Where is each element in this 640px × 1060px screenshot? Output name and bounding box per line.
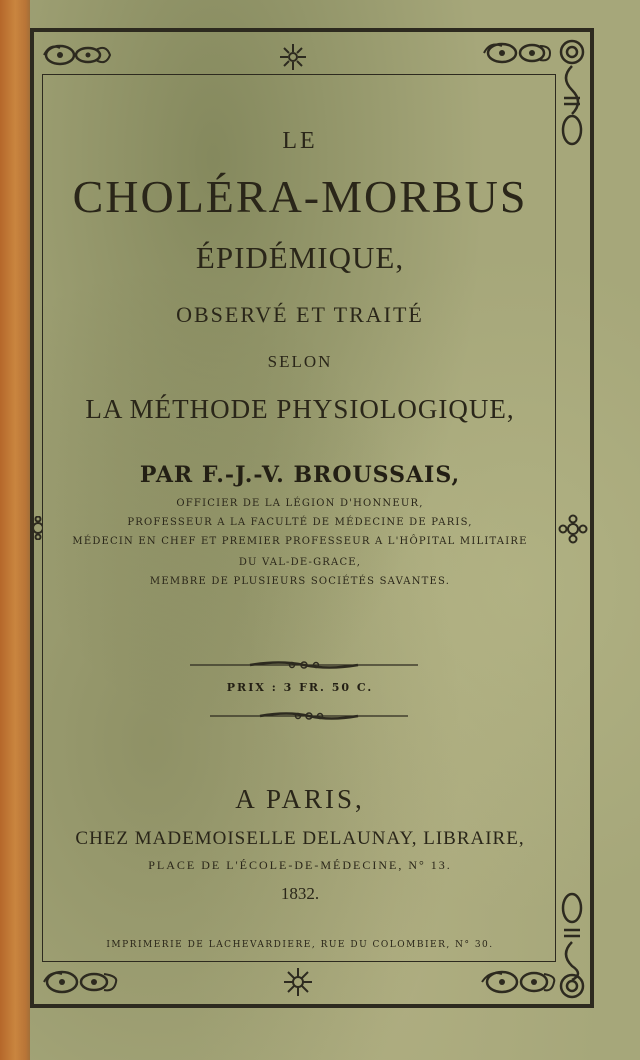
author-line: PAR F.-J.-V. BROUSSAIS, xyxy=(139,462,461,488)
subtitle-epidemique: ÉPIDÉMIQUE, xyxy=(195,240,405,275)
top-left-ornament-icon xyxy=(40,40,112,70)
bottom-left-ornament-icon xyxy=(40,966,120,998)
publisher-line: CHEZ MADEMOISELLE DELAUNAY, LIBRAIRE, xyxy=(75,828,525,849)
top-right-ornament-icon xyxy=(480,38,552,68)
upper-floral-divider-icon xyxy=(190,659,418,671)
subtitle-observe: OBSERVÉ ET TRAITÉ xyxy=(176,302,424,327)
printer-line: IMPRIMERIE DE LACHEVARDIERE, RUE DU COLOMBIER, N° 30. xyxy=(106,940,494,950)
credential-line: DU VAL-DE-GRACE, xyxy=(238,557,362,568)
top-center-rosette-icon xyxy=(278,42,308,72)
city-line: A PARIS, xyxy=(235,784,365,814)
subtitle-methode: LA MÉTHODE PHYSIOLOGIQUE, xyxy=(85,394,515,424)
subtitle-selon: SELON xyxy=(267,352,333,371)
top-right-corner-ornament-icon xyxy=(556,38,588,148)
bottom-right-corner-ornament-icon xyxy=(556,890,588,1000)
right-rosette-icon xyxy=(558,514,588,544)
bottom-right-ornament-icon xyxy=(478,966,558,998)
credential-line: MÉDECIN EN CHEF ET PREMIER PROFESSEUR A L'HÔPITAL MILITAIRE xyxy=(72,536,528,547)
year-line: 1832. xyxy=(280,884,320,903)
main-title: CHOLÉRA-MORBUS xyxy=(72,171,528,222)
credential-line: MEMBRE DE PLUSIEURS SOCIÉTÉS SAVANTES. xyxy=(149,576,451,587)
article-le: LE xyxy=(282,128,318,154)
bottom-center-rosette-icon xyxy=(282,966,314,998)
left-rosette-icon xyxy=(26,516,42,540)
lower-floral-divider-icon xyxy=(210,710,408,722)
price-line: PRIX : 3 FR. 50 C. xyxy=(226,681,374,694)
credential-line: PROFESSEUR A LA FACULTÉ DE MÉDECINE DE PARIS, xyxy=(127,517,473,528)
credential-line: OFFICIER DE LA LÉGION D'HONNEUR, xyxy=(176,498,424,509)
address-line: PLACE DE L'ÉCOLE-DE-MÉDECINE, N° 13. xyxy=(148,858,452,872)
